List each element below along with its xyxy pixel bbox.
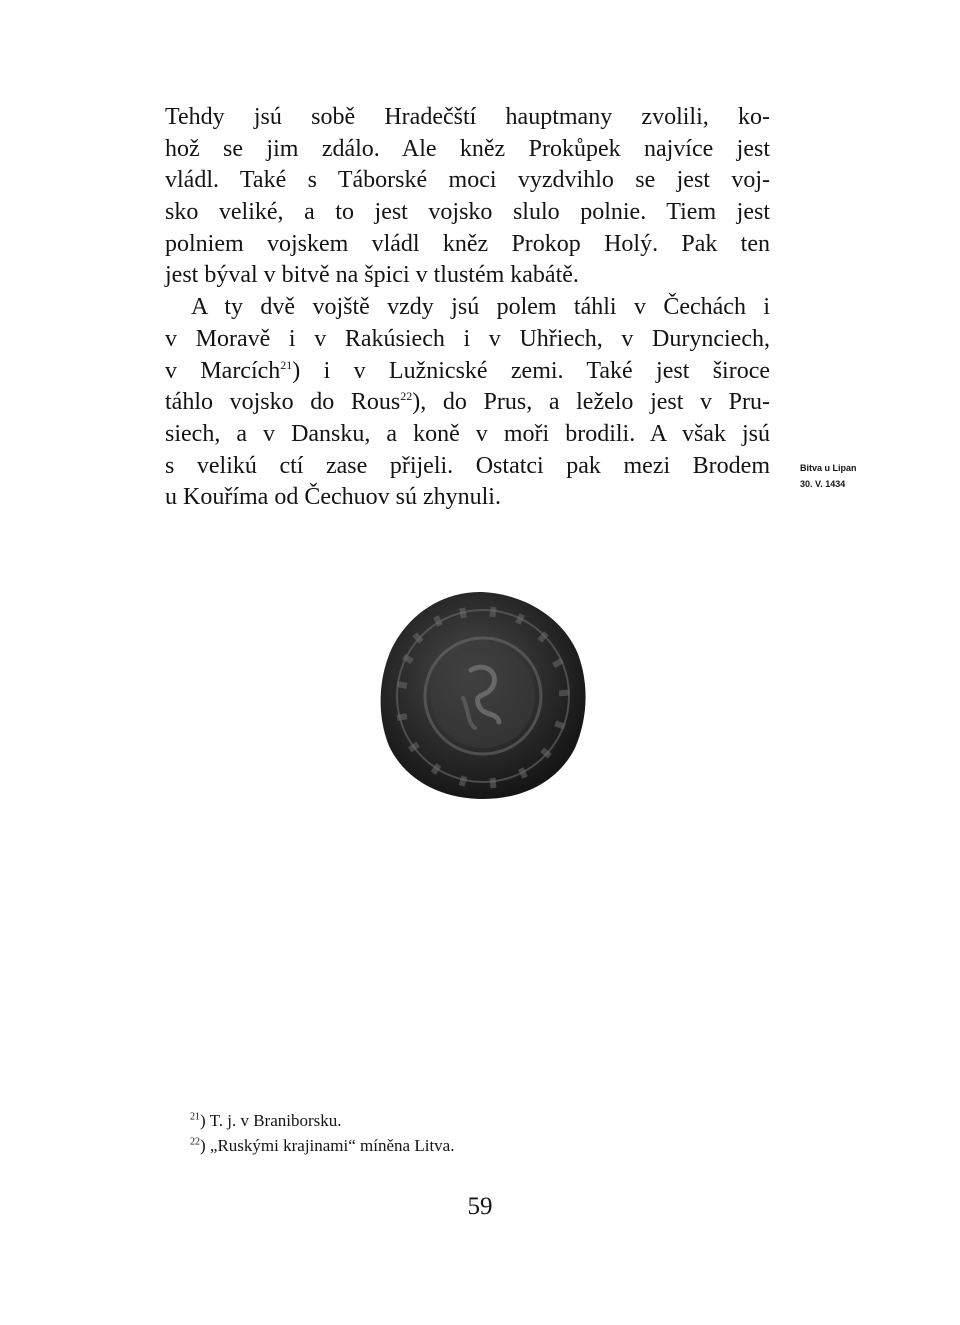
text-line: s velikú ctí zase přijeli. Ostatci pak mezi Brodem [165,452,770,479]
footnote [190,1108,690,1133]
text-fragment: táhlo vojsko do Rous [165,389,401,416]
page-number: 59 [467,1193,493,1220]
text-line: vládl. Také s Táborské moci vyzdvihlo se jest voj- [165,167,770,194]
text-line: sko veliké, a to jest vojsko slulo polnie. Tiem jest [165,199,770,226]
footnote-mark: 21 [190,1111,200,1123]
text-fragment: ) i v Lužnicské zemi. Také jest široce [292,357,770,384]
footnote-text: ) „Ruskými krajinami“ míněna Litva. [200,1136,455,1155]
footnote-mark: 22 [190,1136,200,1148]
text-line: hož se jim zdálo. Ale kněz Prokůpek najvíce jest [165,135,770,162]
seal-image [375,588,590,803]
text-line: Tehdy jsú sobě Hradečští hauptmany zvolili, ko- [165,104,770,130]
text-line: v Moravě i v Rakúsiech i v Uhřiech, v Durynciech, [165,325,770,352]
text-fragment: ), do Prus, a leželo jest v Pru- [412,389,771,416]
body-text [165,102,770,514]
footnotes [190,1108,690,1158]
margin-note [800,460,910,492]
text-line: polniem vojskem vládl kněz Prokop Holý. Pak ten [165,230,770,257]
text-line: A ty dvě vojště vzdy jsú polem táhli v Čechách i [191,294,770,321]
footnote-ref-22: 22 [400,389,413,404]
margin-note-line: Bitva u Lipan [800,463,857,473]
text-line: u Kouříma od Čechuov sú zhynuli. [165,484,501,511]
text-line: jest býval v bitvě na špici v tlustém kabátě. [165,262,579,289]
text-line [165,356,770,388]
footnote-text: ) T. j. v Braniborsku. [200,1111,342,1130]
footnote-ref-21: 21 [280,357,293,372]
text-line [165,387,770,419]
text-fragment: v Marcích [165,357,281,384]
margin-note-line: 30. V. 1434 [800,479,846,489]
text-line: siech, a v Dansku, a koně v moři brodili. A však jsú [165,420,770,447]
footnote [190,1133,690,1158]
